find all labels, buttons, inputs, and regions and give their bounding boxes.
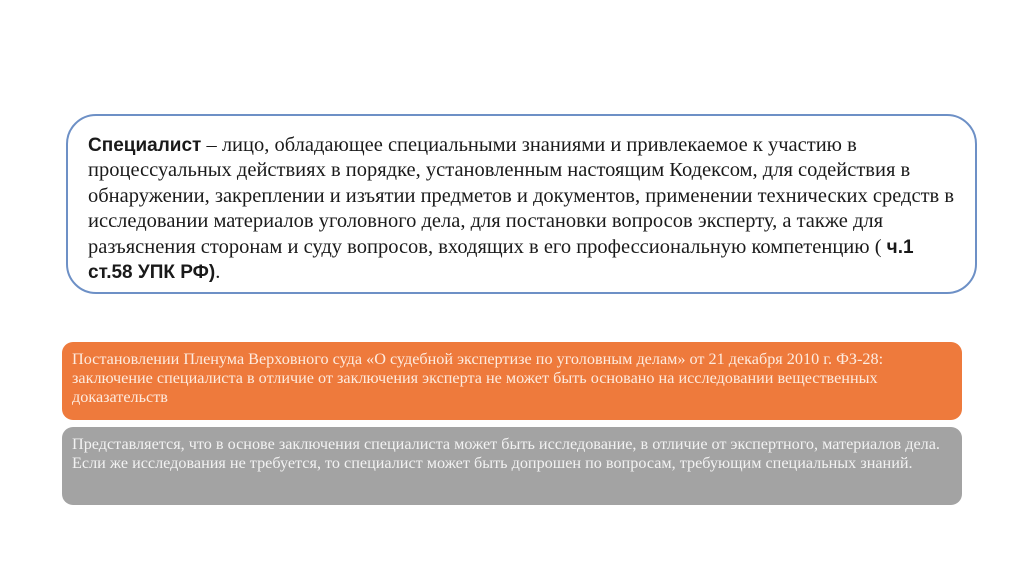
- opinion-text: Представляется, что в основе заключения специалиста может быть исследование, в отличие от экспертного, материалов дела. Если же исследования не требуется, то специалист может быть допрошен по вопросам, требующим специальных знаний.: [72, 435, 940, 472]
- definition-term: Специалист: [88, 135, 202, 156]
- opinion-box: [62, 427, 962, 505]
- plenum-resolution-text: Постановлении Пленума Верховного суда «О судебной экспертизе по уголовным делам» от 21 декабря 2010 г. ФЗ-28: заключение специалиста в отличие от заключения эксперта не может быть основано на исследовании вещественных доказательств: [72, 350, 884, 406]
- definition-reference: ч.1 ст.58 УПК РФ): [88, 236, 914, 284]
- plenum-resolution-box: [62, 342, 962, 420]
- definition-box: [66, 114, 977, 294]
- definition-text: – лицо, обладающее специальными знаниями и привлекаемое к участию в процессуальных действиях в порядке, установленным настоящим Кодексом, для содействия в обнаружении, закреплении и изъятии предметов и документов, применении технических средств в исследовании материалов уголовного дела, для постановки вопросов эксперту, а также для разъяснения сторонам и суду вопросов, входящих в его профессиональную компетенцию (: [88, 134, 955, 258]
- definition-trailing: .: [215, 261, 221, 284]
